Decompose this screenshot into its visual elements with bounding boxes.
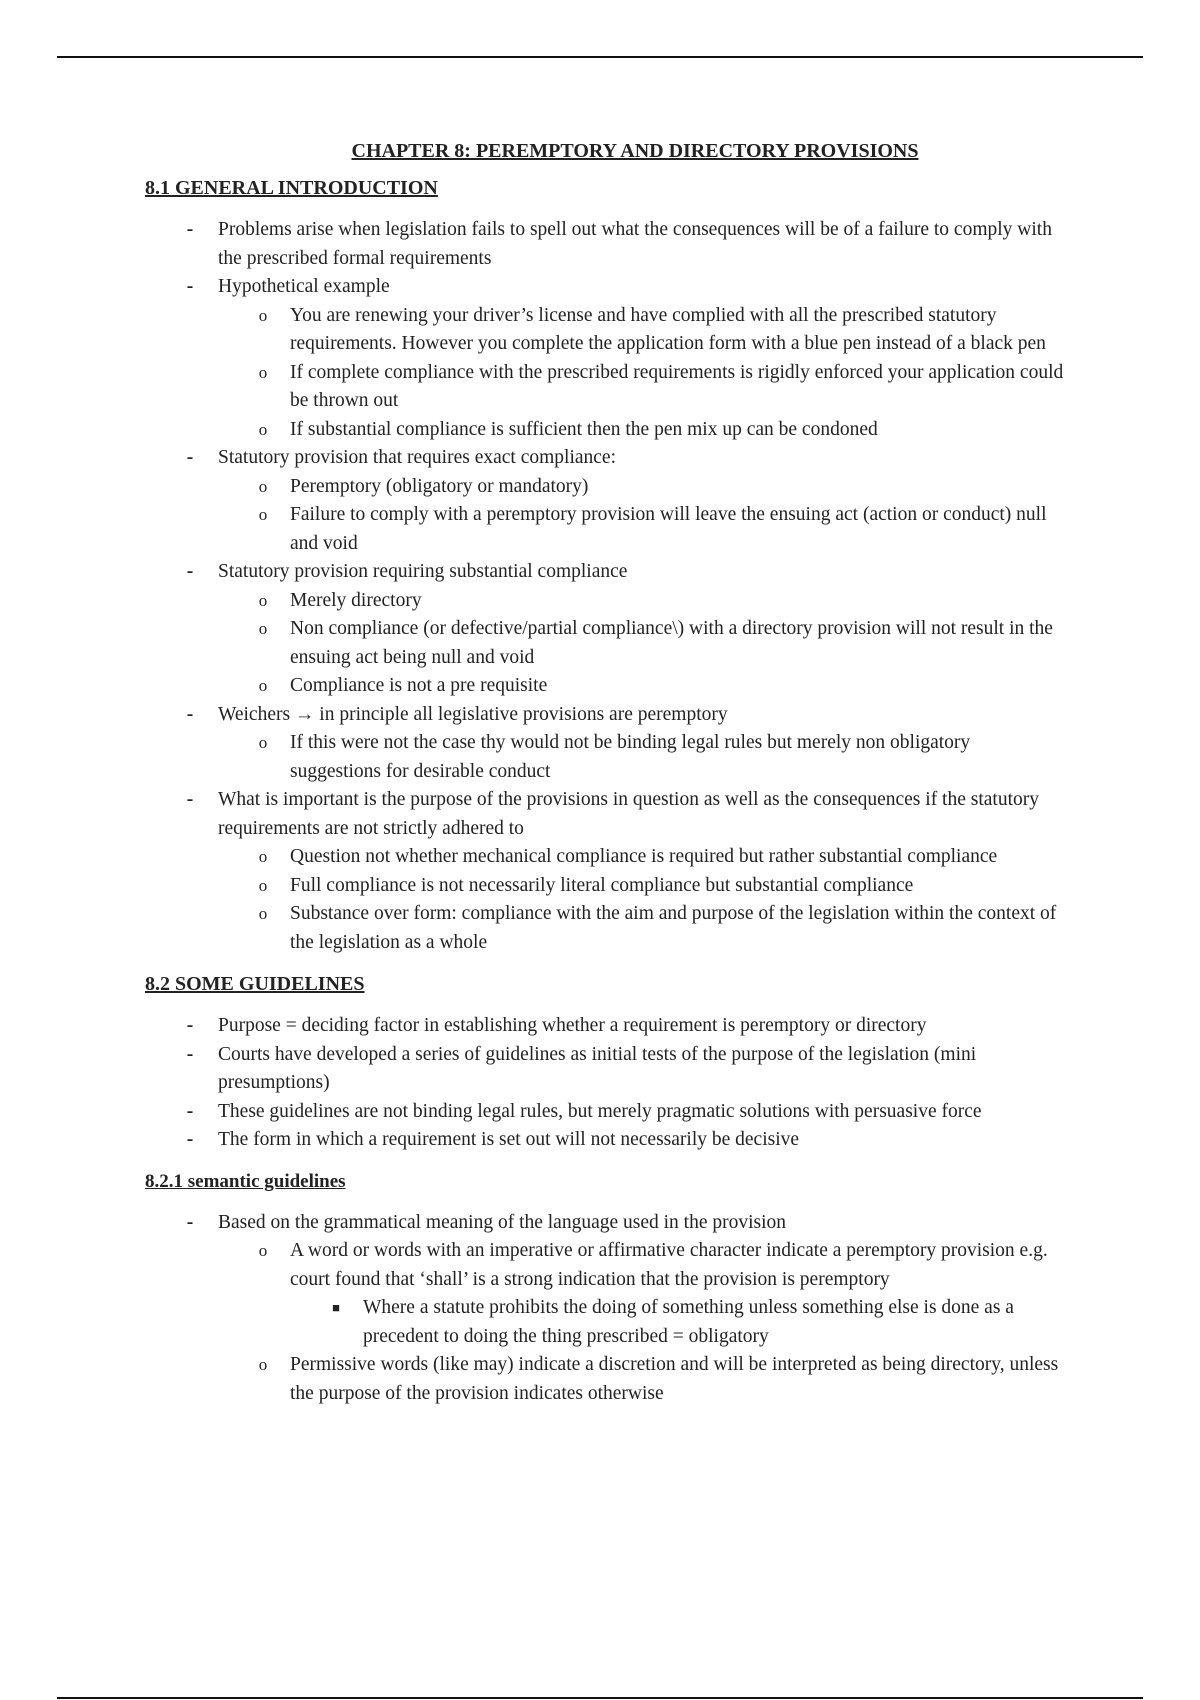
list-item-text: Substance over form: compliance with the aim and purpose of the legislation within the context of the legislation as a whole <box>290 903 1057 953</box>
list-item <box>186 701 1065 730</box>
list-item <box>186 444 1065 473</box>
bullet-marker-icon: - <box>186 561 194 582</box>
list-item-text: These guidelines are not binding legal rules, but merely pragmatic solutions with persuasive force <box>218 1100 982 1122</box>
list-item <box>258 729 1065 786</box>
list-item <box>258 1237 1065 1294</box>
bullet-marker-icon: o <box>258 619 268 638</box>
list-item-text: Statutory provision requiring substantial compliance <box>218 561 628 582</box>
bullet-marker-icon: - <box>186 703 194 725</box>
bullet-marker-icon: o <box>258 904 268 923</box>
bullet-marker-icon: - <box>186 219 194 240</box>
list-item-text: If this were not the case thy would not be binding legal rules but merely non obligatory suggestions for desirable conduct <box>290 732 971 782</box>
list-item <box>258 872 1065 901</box>
list-item-text: Based on the grammatical meaning of the language used in the provision <box>218 1211 787 1233</box>
list-some-guidelines <box>145 1012 1065 1155</box>
list-item-text: Compliance is not a pre requisite <box>290 675 548 696</box>
list-item <box>332 1294 1065 1351</box>
top-rule <box>57 56 1143 58</box>
list-item <box>186 273 1065 302</box>
list-item <box>258 900 1065 957</box>
list-item-text: Full compliance is not necessarily literal compliance but substantial compliance <box>290 874 914 896</box>
chapter-title: CHAPTER 8: PEREMPTORY AND DIRECTORY PROVISIONS <box>351 140 919 162</box>
list-item <box>258 1351 1065 1408</box>
list-item <box>186 1098 1065 1127</box>
bullet-marker-icon: - <box>186 1129 194 1150</box>
bullet-marker-icon: o <box>258 733 268 752</box>
bullet-marker-icon: ■ <box>332 1300 340 1315</box>
bullet-marker-icon: o <box>258 419 268 439</box>
bullet-marker-icon: - <box>186 1015 194 1036</box>
list-item <box>186 558 1065 587</box>
list-item <box>258 587 1065 616</box>
bullet-marker-icon: o <box>258 875 268 895</box>
bullet-marker-icon: o <box>258 847 268 866</box>
list-item-text: What is important is the purpose of the provisions in question as well as the consequences if the statutory requirements are not strictly adhered to <box>218 789 1039 839</box>
list-item <box>258 302 1065 359</box>
bullet-marker-icon: o <box>258 305 268 325</box>
list-item-text: If substantial compliance is sufficient then the pen mix up can be condoned <box>290 418 878 440</box>
section-heading-general-introduction: 8.1 GENERAL INTRODUCTION <box>145 177 438 199</box>
list-item-text: Non compliance (or defective/partial compliance\) with a directory provision will not result in the ensuing act being null and void <box>290 618 1053 668</box>
bullet-marker-icon: - <box>186 276 194 297</box>
list-item <box>258 359 1065 416</box>
bullet-marker-icon: o <box>258 676 268 695</box>
list-item <box>186 1041 1065 1098</box>
list-item-text: Problems arise when legislation fails to spell out what the consequences will be of a failure to comply with the prescribed formal requirements <box>218 219 1052 269</box>
list-item-text: The form in which a requirement is set out will not necessarily be decisive <box>218 1129 800 1150</box>
bullet-marker-icon: - <box>186 1100 194 1122</box>
list-semantic-guidelines <box>145 1209 1065 1409</box>
list-item-text: Purpose = deciding factor in establishing whether a requirement is peremptory or directory <box>218 1015 927 1036</box>
list-item-text: Courts have developed a series of guidelines as initial tests of the purpose of the legislation (mini presumptions) <box>218 1043 977 1093</box>
bullet-marker-icon: - <box>186 1043 194 1065</box>
list-item-text: Merely directory <box>290 589 422 611</box>
list-item <box>186 216 1065 273</box>
bullet-marker-icon: - <box>186 1211 194 1233</box>
bullet-marker-icon: o <box>258 1241 268 1260</box>
bullet-marker-icon: o <box>258 1355 268 1374</box>
list-general-introduction <box>145 216 1065 957</box>
list-item-text: If complete compliance with the prescribed requirements is rigidly enforced your application could be thrown out <box>290 361 1064 411</box>
list-item-text: You are renewing your driver’s license and have complied with all the prescribed statutory requirements. However you complete the application form with a blue pen instead of a black pen <box>290 304 1046 354</box>
list-item-text: Hypothetical example <box>218 276 390 297</box>
list-item <box>258 416 1065 445</box>
list-item <box>258 501 1065 558</box>
bullet-marker-icon: - <box>186 447 194 468</box>
list-item <box>186 1012 1065 1041</box>
bullet-marker-icon: o <box>258 476 268 496</box>
list-item-text: Weichers → in principle all legislative provisions are peremptory <box>218 703 728 725</box>
list-item-text: Peremptory (obligatory or mandatory) <box>290 475 589 497</box>
list-item <box>258 843 1065 872</box>
document-body <box>145 140 1065 1408</box>
list-item <box>186 786 1065 843</box>
bullet-marker-icon: - <box>186 789 194 810</box>
list-item-text: Failure to comply with a peremptory provision will leave the ensuing act (action or conduct) null and void <box>290 504 1047 554</box>
list-item-text: Where a statute prohibits the doing of something unless something else is done as a precedent to doing the thing prescribed = obligatory <box>363 1297 1014 1347</box>
list-item-text: Permissive words (like may) indicate a discretion and will be interpreted as being directory, unless the purpose of the provision indicates otherwise <box>290 1354 1059 1404</box>
list-item-text: Question not whether mechanical compliance is required but rather substantial compliance <box>290 846 998 867</box>
bullet-marker-icon: o <box>258 362 268 382</box>
list-item-text: Statutory provision that requires exact compliance: <box>218 447 617 468</box>
list-item-text: A word or words with an imperative or affirmative character indicate a peremptory provision e.g. court found that ‘shall’ is a strong indication that the provision is peremptory <box>290 1240 1048 1290</box>
bottom-rule <box>57 1697 1143 1699</box>
list-item <box>258 615 1065 672</box>
list-item <box>186 1126 1065 1155</box>
list-item <box>186 1209 1065 1238</box>
list-item <box>258 473 1065 502</box>
section-heading-semantic-guidelines: 8.2.1 semantic guidelines <box>145 1170 346 1192</box>
bullet-marker-icon: o <box>258 590 268 610</box>
list-item <box>258 672 1065 701</box>
section-heading-some-guidelines: 8.2 SOME GUIDELINES <box>145 973 365 995</box>
bullet-marker-icon: o <box>258 505 268 524</box>
